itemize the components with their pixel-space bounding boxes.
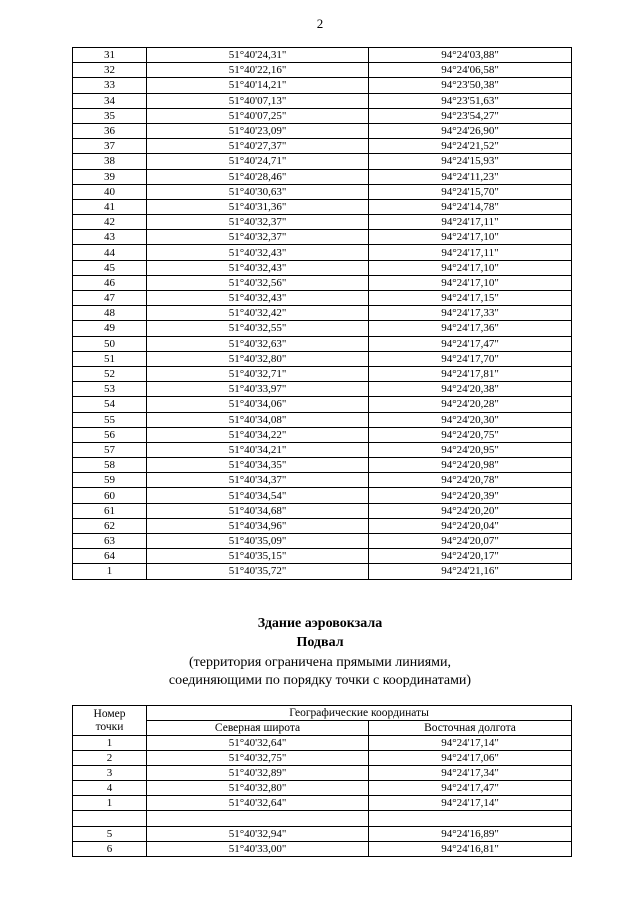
table-row xyxy=(73,412,572,427)
table-row xyxy=(73,458,572,473)
table-row xyxy=(73,382,572,397)
header-east-longitude: Восточная долгота xyxy=(369,721,572,736)
point-number-cell: 56 xyxy=(73,427,147,442)
north-latitude-cell: 51°40'23,09" xyxy=(147,123,369,138)
table-row xyxy=(73,306,572,321)
table-row xyxy=(73,473,572,488)
table-row xyxy=(73,108,572,123)
table-row xyxy=(73,518,572,533)
point-number-cell: 3 xyxy=(73,766,147,781)
table-row xyxy=(73,336,572,351)
point-number-cell: 31 xyxy=(73,48,147,63)
point-number-cell: 37 xyxy=(73,139,147,154)
table-row xyxy=(73,827,572,842)
east-longitude-cell: 94°24'17,70" xyxy=(369,351,572,366)
east-longitude-cell: 94°24'17,10" xyxy=(369,260,572,275)
point-number-cell: 45 xyxy=(73,260,147,275)
table-row xyxy=(73,93,572,108)
point-number-cell: 50 xyxy=(73,336,147,351)
point-number-cell: 36 xyxy=(73,123,147,138)
east-longitude-cell: 94°24'20,07" xyxy=(369,534,572,549)
section-note-line1: (территория ограничена прямыми линиями, xyxy=(188,655,452,670)
north-latitude-cell: 51°40'34,22" xyxy=(147,427,369,442)
east-longitude-cell: 94°24'21,52" xyxy=(369,139,572,154)
empty-row xyxy=(73,811,572,827)
page-number: 2 xyxy=(316,16,324,31)
north-latitude-cell: 51°40'32,42" xyxy=(147,306,369,321)
point-number-cell: 62 xyxy=(73,518,147,533)
north-latitude-cell: 51°40'32,63" xyxy=(147,336,369,351)
north-latitude-cell: 51°40'33,97" xyxy=(147,382,369,397)
table-row xyxy=(73,321,572,336)
point-number-cell: 63 xyxy=(73,534,147,549)
north-latitude-cell: 51°40'24,31" xyxy=(147,48,369,63)
point-number-cell: 32 xyxy=(73,63,147,78)
north-latitude-cell: 51°40'34,35" xyxy=(147,458,369,473)
north-latitude-cell: 51°40'34,54" xyxy=(147,488,369,503)
table-row xyxy=(73,534,572,549)
north-latitude-cell: 51°40'32,80" xyxy=(147,351,369,366)
table-row xyxy=(73,260,572,275)
east-longitude-cell: 94°24'20,78" xyxy=(369,473,572,488)
point-number-cell: 53 xyxy=(73,382,147,397)
point-number-cell: 1 xyxy=(73,564,147,579)
header-north-latitude: Северная широта xyxy=(147,721,369,736)
east-longitude-cell: 94°24'06,58" xyxy=(369,63,572,78)
table-row xyxy=(73,564,572,579)
table-row xyxy=(73,842,572,857)
basement-table-spacer xyxy=(73,811,572,827)
north-latitude-cell: 51°40'32,89" xyxy=(147,766,369,781)
north-latitude-cell: 51°40'27,37" xyxy=(147,139,369,154)
table-row xyxy=(73,184,572,199)
north-latitude-cell: 51°40'34,37" xyxy=(147,473,369,488)
section-note-line2: соединяющими по порядку точки с координатами) xyxy=(168,673,472,688)
east-longitude-cell: 94°24'16,89" xyxy=(369,827,572,842)
point-number-cell: 4 xyxy=(73,781,147,796)
header-point-number-line1: Номер xyxy=(93,707,126,720)
east-longitude-cell: 94°24'17,11" xyxy=(369,215,572,230)
table-row xyxy=(73,291,572,306)
east-longitude-cell: 94°24'20,98" xyxy=(369,458,572,473)
table-row xyxy=(73,139,572,154)
point-number-cell: 61 xyxy=(73,503,147,518)
point-number-cell: 54 xyxy=(73,397,147,412)
table-row xyxy=(73,503,572,518)
north-latitude-cell: 51°40'33,00" xyxy=(147,842,369,857)
table-row xyxy=(73,366,572,381)
north-latitude-cell: 51°40'32,43" xyxy=(147,260,369,275)
north-latitude-cell: 51°40'32,80" xyxy=(147,781,369,796)
table-row xyxy=(73,78,572,93)
point-number-cell: 64 xyxy=(73,549,147,564)
point-number-cell: 39 xyxy=(73,169,147,184)
east-longitude-cell: 94°24'20,95" xyxy=(369,442,572,457)
east-longitude-cell: 94°24'20,39" xyxy=(369,488,572,503)
north-latitude-cell: 51°40'22,16" xyxy=(147,63,369,78)
point-number-cell: 1 xyxy=(73,736,147,751)
north-latitude-cell: 51°40'14,21" xyxy=(147,78,369,93)
east-longitude-cell: 94°24'17,10" xyxy=(369,230,572,245)
table-row xyxy=(73,215,572,230)
table-row xyxy=(73,427,572,442)
north-latitude-cell: 51°40'32,43" xyxy=(147,291,369,306)
north-latitude-cell: 51°40'34,68" xyxy=(147,503,369,518)
table-row xyxy=(73,275,572,290)
north-latitude-cell: 51°40'32,94" xyxy=(147,827,369,842)
section-subtitle: Подвал xyxy=(296,635,344,650)
section-title: Здание аэровокзала xyxy=(257,616,383,631)
north-latitude-cell: 51°40'28,46" xyxy=(147,169,369,184)
table-row xyxy=(73,442,572,457)
east-longitude-cell: 94°24'20,38" xyxy=(369,382,572,397)
table-row xyxy=(73,351,572,366)
east-longitude-cell: 94°24'17,14" xyxy=(369,736,572,751)
north-latitude-cell: 51°40'24,71" xyxy=(147,154,369,169)
point-number-cell: 57 xyxy=(73,442,147,457)
point-number-cell: 44 xyxy=(73,245,147,260)
north-latitude-cell: 51°40'32,43" xyxy=(147,245,369,260)
east-longitude-cell: 94°24'17,36" xyxy=(369,321,572,336)
east-longitude-cell: 94°24'15,70" xyxy=(369,184,572,199)
north-latitude-cell: 51°40'34,21" xyxy=(147,442,369,457)
table-row xyxy=(73,751,572,766)
north-latitude-cell: 51°40'34,96" xyxy=(147,518,369,533)
north-latitude-cell: 51°40'32,64" xyxy=(147,736,369,751)
point-number-cell: 2 xyxy=(73,751,147,766)
basement-table-body-b xyxy=(73,827,572,857)
table-row xyxy=(73,781,572,796)
point-number-cell: 58 xyxy=(73,458,147,473)
north-latitude-cell: 51°40'32,75" xyxy=(147,751,369,766)
east-longitude-cell: 94°24'17,06" xyxy=(369,751,572,766)
point-number-cell: 40 xyxy=(73,184,147,199)
east-longitude-cell: 94°24'11,23" xyxy=(369,169,572,184)
table-row xyxy=(73,488,572,503)
point-number-cell: 47 xyxy=(73,291,147,306)
header-point-number xyxy=(73,706,147,736)
north-latitude-cell: 51°40'30,63" xyxy=(147,184,369,199)
table-row xyxy=(73,245,572,260)
empty-cell xyxy=(73,811,147,827)
point-number-cell: 55 xyxy=(73,412,147,427)
north-latitude-cell: 51°40'32,71" xyxy=(147,366,369,381)
table-row xyxy=(73,123,572,138)
east-longitude-cell: 94°24'20,75" xyxy=(369,427,572,442)
east-longitude-cell: 94°24'17,81" xyxy=(369,366,572,381)
east-longitude-cell: 94°24'20,20" xyxy=(369,503,572,518)
point-number-cell: 5 xyxy=(73,827,147,842)
north-latitude-cell: 51°40'35,09" xyxy=(147,534,369,549)
north-latitude-cell: 51°40'07,13" xyxy=(147,93,369,108)
east-longitude-cell: 94°24'14,78" xyxy=(369,199,572,214)
east-longitude-cell: 94°24'16,81" xyxy=(369,842,572,857)
header-point-number-line2: точки xyxy=(95,720,124,733)
north-latitude-cell: 51°40'31,36" xyxy=(147,199,369,214)
point-number-cell: 41 xyxy=(73,199,147,214)
north-latitude-cell: 51°40'32,37" xyxy=(147,215,369,230)
coordinates-table-body xyxy=(73,48,572,580)
basement-table-body-a xyxy=(73,736,572,811)
east-longitude-cell: 94°24'20,28" xyxy=(369,397,572,412)
point-number-cell: 60 xyxy=(73,488,147,503)
point-number-cell: 1 xyxy=(73,796,147,811)
north-latitude-cell: 51°40'35,72" xyxy=(147,564,369,579)
north-latitude-cell: 51°40'07,25" xyxy=(147,108,369,123)
east-longitude-cell: 94°24'15,93" xyxy=(369,154,572,169)
north-latitude-cell: 51°40'35,15" xyxy=(147,549,369,564)
east-longitude-cell: 94°24'03,88" xyxy=(369,48,572,63)
header-geo-coordinates: Географические координаты xyxy=(147,706,572,721)
east-longitude-cell: 94°24'17,34" xyxy=(369,766,572,781)
point-number-cell: 48 xyxy=(73,306,147,321)
empty-cell xyxy=(369,811,572,827)
point-number-cell: 34 xyxy=(73,93,147,108)
east-longitude-cell: 94°24'26,90" xyxy=(369,123,572,138)
point-number-cell: 59 xyxy=(73,473,147,488)
east-longitude-cell: 94°24'17,14" xyxy=(369,796,572,811)
east-longitude-cell: 94°24'17,33" xyxy=(369,306,572,321)
table-row xyxy=(73,796,572,811)
east-longitude-cell: 94°24'20,17" xyxy=(369,549,572,564)
table-row xyxy=(73,230,572,245)
east-longitude-cell: 94°23'54,27" xyxy=(369,108,572,123)
point-number-cell: 43 xyxy=(73,230,147,245)
north-latitude-cell: 51°40'32,37" xyxy=(147,230,369,245)
north-latitude-cell: 51°40'32,56" xyxy=(147,275,369,290)
north-latitude-cell: 51°40'34,08" xyxy=(147,412,369,427)
table-row xyxy=(73,154,572,169)
table-row xyxy=(73,63,572,78)
table-row xyxy=(73,766,572,781)
table-row xyxy=(73,549,572,564)
table-row xyxy=(73,199,572,214)
table-row xyxy=(73,736,572,751)
coordinates-table-continued xyxy=(72,47,572,580)
point-number-cell: 33 xyxy=(73,78,147,93)
point-number-cell: 51 xyxy=(73,351,147,366)
table-row xyxy=(73,397,572,412)
east-longitude-cell: 94°24'17,10" xyxy=(369,275,572,290)
east-longitude-cell: 94°24'17,47" xyxy=(369,336,572,351)
point-number-cell: 38 xyxy=(73,154,147,169)
north-latitude-cell: 51°40'32,55" xyxy=(147,321,369,336)
east-longitude-cell: 94°24'20,30" xyxy=(369,412,572,427)
table-row xyxy=(73,48,572,63)
east-longitude-cell: 94°23'50,38" xyxy=(369,78,572,93)
point-number-cell: 52 xyxy=(73,366,147,381)
point-number-cell: 42 xyxy=(73,215,147,230)
east-longitude-cell: 94°24'21,16" xyxy=(369,564,572,579)
point-number-cell: 6 xyxy=(73,842,147,857)
east-longitude-cell: 94°24'20,04" xyxy=(369,518,572,533)
basement-coordinates-table xyxy=(72,705,572,857)
point-number-cell: 35 xyxy=(73,108,147,123)
north-latitude-cell: 51°40'34,06" xyxy=(147,397,369,412)
point-number-cell: 46 xyxy=(73,275,147,290)
table-row xyxy=(73,169,572,184)
east-longitude-cell: 94°23'51,63" xyxy=(369,93,572,108)
empty-cell xyxy=(147,811,369,827)
north-latitude-cell: 51°40'32,64" xyxy=(147,796,369,811)
east-longitude-cell: 94°24'17,11" xyxy=(369,245,572,260)
point-number-cell: 49 xyxy=(73,321,147,336)
east-longitude-cell: 94°24'17,15" xyxy=(369,291,572,306)
east-longitude-cell: 94°24'17,47" xyxy=(369,781,572,796)
